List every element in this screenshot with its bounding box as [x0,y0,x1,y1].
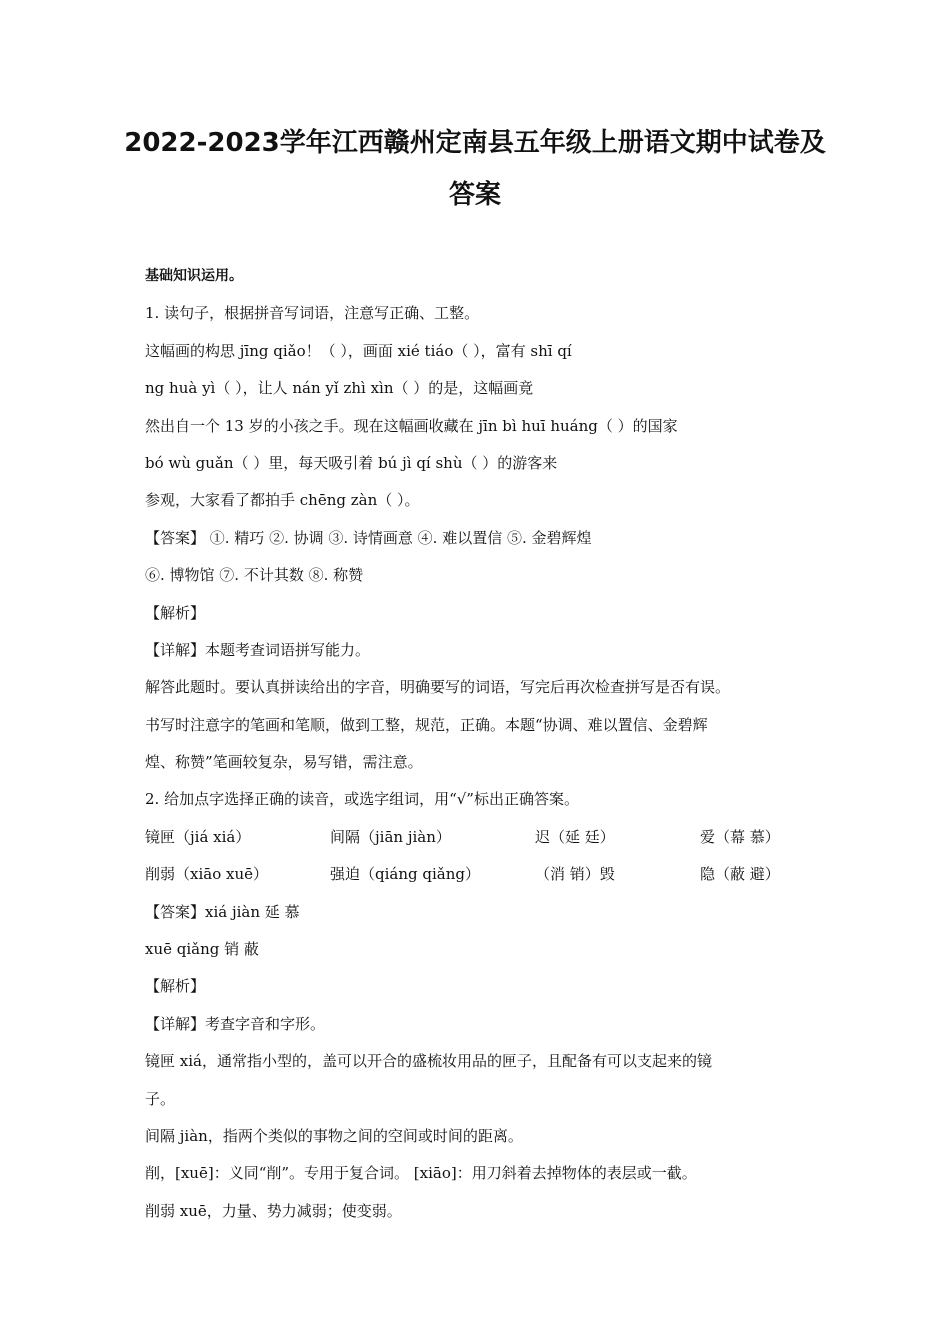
explanation-line: 间隔 jiàn，指两个类似的事物之间的空间或时间的距离。 [145,1126,523,1145]
explanation-line: 煌、称赞”笔画较复杂，易写错，需注意。 [145,753,423,772]
detail-explanation: 【详解】考查字音和字形。 [145,1014,326,1033]
question-1-text-line: bó wù guǎn（ ）里，每天吸引着 bú jì qí shù（ ）的游客来 [145,453,558,472]
question-1-text-line: ng huà yì（ ），让人 nán yǐ zhì xìn（ ）的是，这幅画竟 [145,379,534,398]
choice-item: 迟（延 廷） [535,827,615,846]
document-title-line-1: 2022-2023学年江西赣州定南县五年级上册语文期中试卷及 [124,128,826,158]
explanation-line: 解答此题时。要认真拼读给出的字音，明确要写的词语，写完后再次检查拼写是否有误。 [145,678,731,697]
section-heading: 基础知识运用。 [145,268,243,284]
analysis-label: 【解析】 [145,603,206,622]
explanation-line: 削弱 xuē，力量、势力减弱；使变弱。 [145,1201,402,1220]
choice-item: （消 销）毁 [535,865,615,884]
detail-explanation: 【详解】本题考查词语拼写能力。 [145,640,371,659]
choice-row [145,819,815,856]
question-2-prompt: 2. 给加点字选择正确的读音，或选字组词，用“√”标出正确答案。 [145,790,579,809]
document-body [145,258,815,1230]
question-1-text-line: 参观，大家看了都拍手 chēng zàn（ ）。 [145,491,420,510]
explanation-line: 子。 [145,1089,176,1108]
question-2-answer: 【答案】xiá jiàn 延 慕 [145,902,300,921]
choice-item: 爱（幕 慕） [700,827,780,846]
choice-item: 隐（蔽 避） [700,865,780,884]
choice-row [145,856,815,893]
question-1-text-line: 这幅画的构思 jīng qiǎo！（ ），画面 xié tiáo（ ），富有 shī qí [145,341,572,360]
choice-item: 镜匣（jiá xiá） [145,827,251,846]
explanation-line: 镜匣 xiá，通常指小型的，盖可以开合的盛梳妆用品的匣子，且配备有可以支起来的镜 [145,1052,712,1071]
choice-item: 强迫（qiáng qiǎng） [330,865,480,884]
choice-item: 削弱（xiāo xuē） [145,865,268,884]
explanation-line: 削，[xuē]：义同“削”。专用于复合词。 [xiāo]：用刀斜着去掉物体的表层或一截。 [145,1164,697,1183]
explanation-line: 书写时注意字的笔画和笔顺，做到工整，规范，正确。本题“协调、难以置信、金碧辉 [145,715,708,734]
question-1-answer: 【答案】 ①. 精巧 ②. 协调 ③. 诗情画意 ④. 难以置信 ⑤. 金碧辉煌 [145,528,592,547]
question-1-answer-cont: ⑥. 博物馆 ⑦. 不计其数 ⑧. 称赞 [145,566,364,585]
document-title-line-2: 答案 [448,180,501,210]
choice-item: 间隔（jiān jiàn） [330,827,451,846]
question-1-prompt: 1. 读句子，根据拼音写词语，注意写正确、工整。 [145,304,480,323]
analysis-label: 【解析】 [145,977,206,996]
question-1-text-line: 然出自一个 13 岁的小孩之手。现在这幅画收藏在 jīn bì huī huáng（ ）的国家 [145,416,678,435]
question-2-answer-cont: xuē qiǎng 销 蔽 [145,940,259,959]
